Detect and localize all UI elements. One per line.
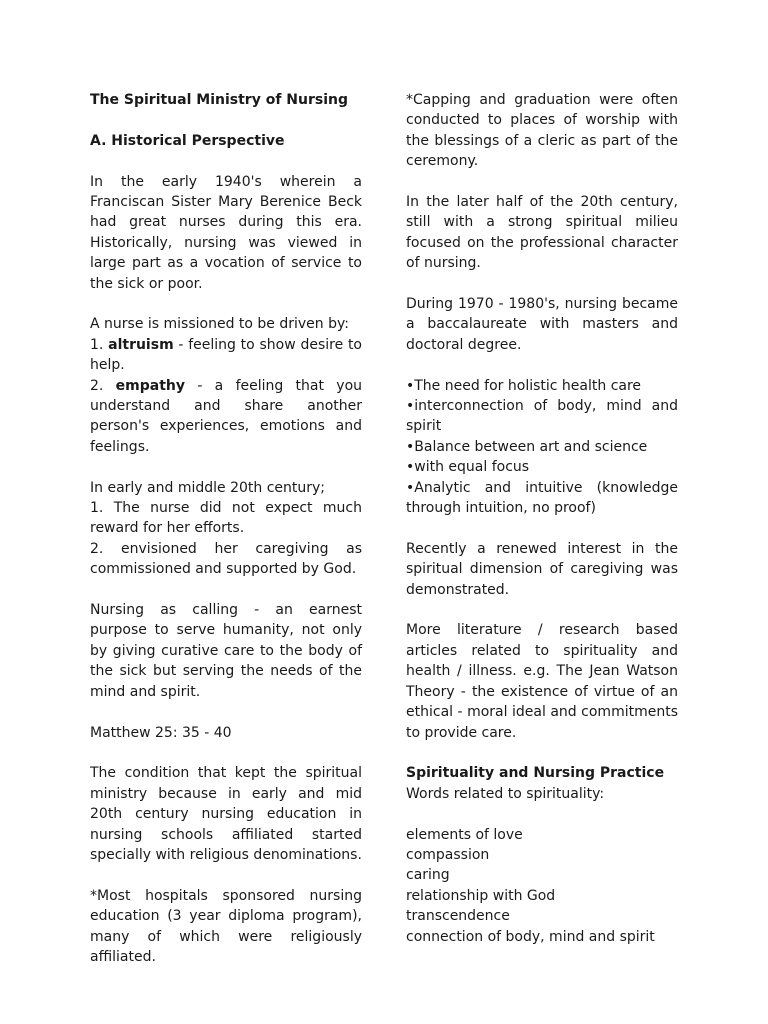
list-item: transcendence	[406, 908, 510, 925]
list-item: relationship with God	[406, 887, 556, 904]
list-item: connection of body, mind and spirit	[406, 928, 655, 945]
section-heading-historical: A. Historical Perspective	[90, 132, 285, 149]
left-column	[90, 90, 362, 967]
altruism-item: 1. altruism - feeling to show desire to help.	[90, 336, 362, 374]
later-half-paragraph: In the later half of the 20th century, still with a strong spiritual milieu focused on the professional character of nursing.	[406, 194, 678, 272]
hospitals-paragraph: *Most hospitals sponsored nursing education (3 year diploma program), many of which were religiously affiliated.	[90, 887, 362, 965]
right-column	[406, 90, 678, 947]
holistic-bullet-list	[406, 376, 678, 519]
condition-paragraph: The condition that kept the spiritual ministry because in early and mid 20th century nursing education in nursing schools affiliated started specially with religious denominations.	[90, 765, 362, 863]
document-title: The Spiritual Ministry of Nursing	[90, 92, 348, 108]
section-heading-practice: Spirituality and Nursing Practice	[406, 765, 665, 782]
literature-paragraph: More literature / research based articles related to spirituality and health / illness. e.g. The Jean Watson Theory - the existence of virtue of an ethical - moral ideal and commitments to provide care.	[406, 622, 678, 741]
words-intro: Words related to spirituality:	[406, 785, 605, 802]
empathy-term: empathy	[115, 377, 186, 394]
driven-by-intro: A nurse is missioned to be driven by:	[90, 316, 349, 333]
century-point-1: 1. The nurse did not expect much reward for her efforts.	[90, 500, 362, 537]
seventies-paragraph: During 1970 - 1980's, nursing became a baccalaureate with masters and doctoral degree.	[406, 296, 678, 353]
list-item: caring	[406, 867, 450, 884]
list-item: •Analytic and intuitive (knowledge through intuition, no proof)	[406, 479, 678, 517]
recently-paragraph: Recently a renewed interest in the spiritual dimension of caregiving was demonstrated.	[406, 540, 678, 598]
list-item: •interconnection of body, mind and spirit	[406, 398, 678, 435]
intro-paragraph: In the early 1940's wherein a Franciscan Sister Mary Berenice Beck had great nurses during this era. Historically, nursing was viewed in large part as a vocation of service to the sick or poor.	[90, 173, 362, 292]
century-intro: In early and middle 20th century;	[90, 479, 325, 496]
empathy-item: 2. empathy - a feeling that you understand and share another person's experiences, emotions and feelings.	[90, 377, 363, 455]
altruism-term: altruism	[108, 336, 174, 353]
list-item: compassion	[406, 846, 490, 863]
century-point-2: 2. envisioned her caregiving as commissioned and supported by God.	[90, 540, 362, 578]
spirituality-words-list	[406, 825, 678, 947]
list-item: •with equal focus	[406, 459, 530, 476]
list-item: elements of love	[406, 826, 523, 843]
calling-paragraph: Nursing as calling - an earnest purpose to serve humanity, not only by giving curative care to the body of the sick but serving the needs of the mind and spirit.	[90, 602, 362, 700]
capping-paragraph: *Capping and graduation were often conducted to places of worship with the blessings of a cleric as part of the ceremony.	[406, 92, 678, 170]
verse-reference: Matthew 25: 35 - 40	[90, 724, 232, 741]
list-item: •The need for holistic health care	[406, 377, 642, 394]
list-item: •Balance between art and science	[406, 438, 648, 455]
